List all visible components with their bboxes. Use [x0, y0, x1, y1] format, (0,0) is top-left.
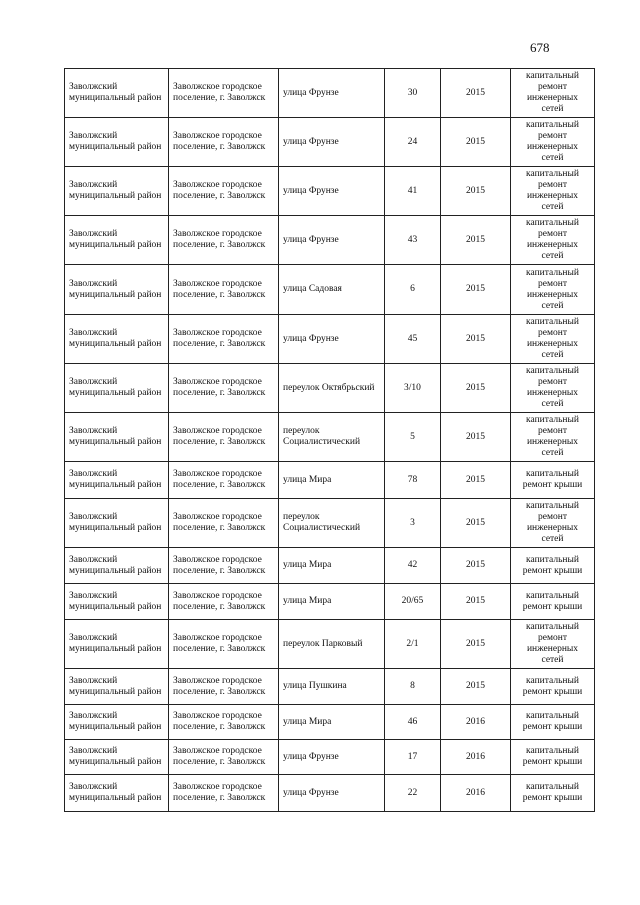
work-type-cell: капитальный ремонт крыши [511, 548, 595, 584]
work-type-cell: капитальный ремонт инженерных сетей [511, 216, 595, 265]
work-type-cell: капитальный ремонт крыши [511, 584, 595, 620]
work-type-cell: капитальный ремонт крыши [511, 740, 595, 775]
district-cell: Заволжский муниципальный район [65, 669, 169, 705]
year-cell: 2016 [441, 705, 511, 740]
table-row [65, 548, 595, 584]
house-number-cell: 45 [385, 315, 441, 364]
year-cell: 2015 [441, 118, 511, 167]
year-cell: 2015 [441, 69, 511, 118]
year-cell: 2015 [441, 620, 511, 669]
work-type-cell: капитальный ремонт инженерных сетей [511, 620, 595, 669]
settlement-cell: Заволжское городское поселение, г. Заволжск [169, 118, 279, 167]
table-row [65, 413, 595, 462]
year-cell: 2015 [441, 265, 511, 315]
street-cell: переулок Октябрьский [279, 364, 385, 413]
street-cell: переулок Социалистический [279, 499, 385, 548]
settlement-cell: Заволжское городское поселение, г. Заволжск [169, 265, 279, 315]
table-row [65, 775, 595, 812]
street-cell: переулок Парковый [279, 620, 385, 669]
house-number-cell: 2/1 [385, 620, 441, 669]
house-number-cell: 43 [385, 216, 441, 265]
house-number-cell: 42 [385, 548, 441, 584]
street-cell: улица Фрунзе [279, 740, 385, 775]
work-type-cell: капитальный ремонт инженерных сетей [511, 364, 595, 413]
year-cell: 2015 [441, 462, 511, 499]
street-cell: улица Фрунзе [279, 775, 385, 812]
year-cell: 2015 [441, 584, 511, 620]
house-number-cell: 78 [385, 462, 441, 499]
street-cell: улица Садовая [279, 265, 385, 315]
year-cell: 2015 [441, 167, 511, 216]
year-cell: 2015 [441, 548, 511, 584]
work-type-cell: капитальный ремонт инженерных сетей [511, 167, 595, 216]
district-cell: Заволжский муниципальный район [65, 315, 169, 364]
house-number-cell: 6 [385, 265, 441, 315]
street-cell: улица Фрунзе [279, 167, 385, 216]
work-type-cell: капитальный ремонт крыши [511, 669, 595, 705]
table-row [65, 118, 595, 167]
year-cell: 2015 [441, 364, 511, 413]
settlement-cell: Заволжское городское поселение, г. Заволжск [169, 775, 279, 812]
district-cell: Заволжский муниципальный район [65, 584, 169, 620]
settlement-cell: Заволжское городское поселение, г. Заволжск [169, 413, 279, 462]
street-cell: улица Мира [279, 584, 385, 620]
table-row [65, 705, 595, 740]
year-cell: 2015 [441, 499, 511, 548]
settlement-cell: Заволжское городское поселение, г. Заволжск [169, 315, 279, 364]
house-number-cell: 17 [385, 740, 441, 775]
table-row [65, 620, 595, 669]
house-number-cell: 3/10 [385, 364, 441, 413]
year-cell: 2015 [441, 669, 511, 705]
work-type-cell: капитальный ремонт инженерных сетей [511, 69, 595, 118]
year-cell: 2015 [441, 216, 511, 265]
street-cell: улица Фрунзе [279, 315, 385, 364]
street-cell: улица Фрунзе [279, 216, 385, 265]
street-cell: улица Мира [279, 462, 385, 499]
district-cell: Заволжский муниципальный район [65, 705, 169, 740]
year-cell: 2015 [441, 315, 511, 364]
settlement-cell: Заволжское городское поселение, г. Заволжск [169, 669, 279, 705]
house-number-cell: 8 [385, 669, 441, 705]
district-cell: Заволжский муниципальный район [65, 620, 169, 669]
district-cell: Заволжский муниципальный район [65, 216, 169, 265]
district-cell: Заволжский муниципальный район [65, 118, 169, 167]
district-cell: Заволжский муниципальный район [65, 740, 169, 775]
street-cell: улица Фрунзе [279, 69, 385, 118]
work-type-cell: капитальный ремонт инженерных сетей [511, 315, 595, 364]
table-row [65, 499, 595, 548]
year-cell: 2016 [441, 775, 511, 812]
settlement-cell: Заволжское городское поселение, г. Заволжск [169, 584, 279, 620]
house-number-cell: 41 [385, 167, 441, 216]
settlement-cell: Заволжское городское поселение, г. Заволжск [169, 548, 279, 584]
street-cell: улица Пушкина [279, 669, 385, 705]
district-cell: Заволжский муниципальный район [65, 462, 169, 499]
settlement-cell: Заволжское городское поселение, г. Заволжск [169, 620, 279, 669]
work-type-cell: капитальный ремонт инженерных сетей [511, 265, 595, 315]
settlement-cell: Заволжское городское поселение, г. Заволжск [169, 216, 279, 265]
table-row [65, 265, 595, 315]
settlement-cell: Заволжское городское поселение, г. Заволжск [169, 740, 279, 775]
work-type-cell: капитальный ремонт крыши [511, 705, 595, 740]
work-type-cell: капитальный ремонт инженерных сетей [511, 118, 595, 167]
district-cell: Заволжский муниципальный район [65, 69, 169, 118]
table-row [65, 216, 595, 265]
settlement-cell: Заволжское городское поселение, г. Заволжск [169, 364, 279, 413]
district-cell: Заволжский муниципальный район [65, 775, 169, 812]
district-cell: Заволжский муниципальный район [65, 499, 169, 548]
year-cell: 2016 [441, 740, 511, 775]
house-number-cell: 24 [385, 118, 441, 167]
page-number: 678 [530, 40, 550, 55]
house-number-cell: 3 [385, 499, 441, 548]
work-type-cell: капитальный ремонт крыши [511, 775, 595, 812]
settlement-cell: Заволжское городское поселение, г. Заволжск [169, 69, 279, 118]
street-cell: переулок Социалистический [279, 413, 385, 462]
settlement-cell: Заволжское городское поселение, г. Заволжск [169, 167, 279, 216]
district-cell: Заволжский муниципальный район [65, 265, 169, 315]
house-number-cell: 30 [385, 69, 441, 118]
work-type-cell: капитальный ремонт крыши [511, 462, 595, 499]
house-number-cell: 20/65 [385, 584, 441, 620]
settlement-cell: Заволжское городское поселение, г. Заволжск [169, 705, 279, 740]
district-cell: Заволжский муниципальный район [65, 167, 169, 216]
table-body [65, 69, 595, 812]
street-cell: улица Фрунзе [279, 118, 385, 167]
district-cell: Заволжский муниципальный район [65, 364, 169, 413]
work-type-cell: капитальный ремонт инженерных сетей [511, 413, 595, 462]
district-cell: Заволжский муниципальный район [65, 413, 169, 462]
table-row [65, 167, 595, 216]
district-cell: Заволжский муниципальный район [65, 548, 169, 584]
table-row [65, 669, 595, 705]
year-cell: 2015 [441, 413, 511, 462]
table-row [65, 584, 595, 620]
settlement-cell: Заволжское городское поселение, г. Заволжск [169, 499, 279, 548]
house-number-cell: 5 [385, 413, 441, 462]
table-row [65, 364, 595, 413]
house-number-cell: 22 [385, 775, 441, 812]
table-row [65, 462, 595, 499]
table-row [65, 315, 595, 364]
table-row [65, 740, 595, 775]
street-cell: улица Мира [279, 705, 385, 740]
work-type-cell: капитальный ремонт инженерных сетей [511, 499, 595, 548]
settlement-cell: Заволжское городское поселение, г. Заволжск [169, 462, 279, 499]
house-number-cell: 46 [385, 705, 441, 740]
housing-repair-table [64, 68, 595, 812]
street-cell: улица Мира [279, 548, 385, 584]
table-row [65, 69, 595, 118]
